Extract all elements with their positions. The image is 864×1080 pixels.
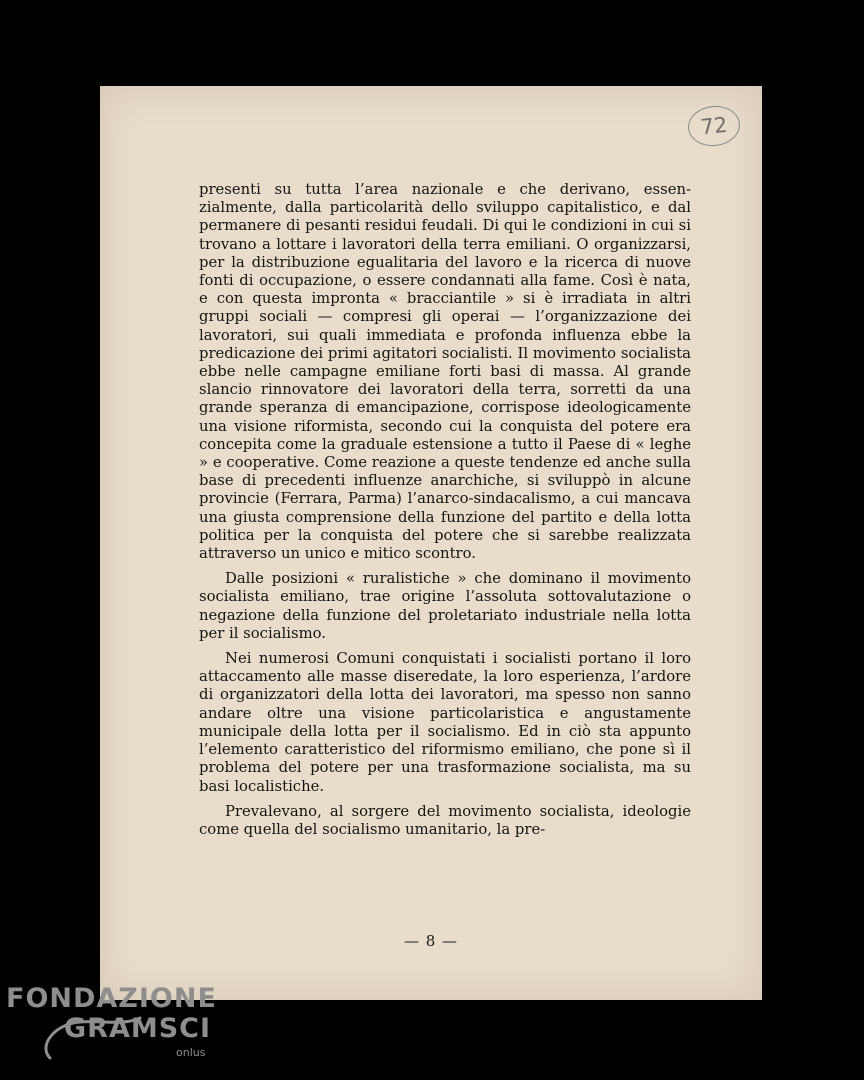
paragraph-1: presenti su tutta l’area nazionale e che derivano, essenzialmente, dalla particolarità dello sviluppo capitalistico, e dal permanere di pesanti residui feudali. Di qui le condizioni in cui si trovano a lottare i lavoratori della terra emiliani. O organizzarsi, per la distribuzione egualitaria del lavoro e la ricerca di nuove fonti di occupazione, o essere condannati alla fame. Così è nata, e con questa impronta « bracciantile » si è irradiata in altri gruppi sociali — compresi gli operai — l’organizzazione dei lavoratori, sui quali immediata e profonda influenza ebbe la predicazione dei primi agitatori socialisti. Il movimento socialista ebbe nelle campagne emiliane forti basi di massa. Al grande slancio rinnovatore dei lavoratori della terra, sorretti da una grande speranza di emancipazione, corrispose ideologicamente una visione riformista, secondo cui la conquista del potere era concepita come la graduale estensione a tutto il Paese di « leghe » e cooperative. Come reazione a queste tendenze ed anche sulla base di precedenti influenze anarchiche, si sviluppò in alcune provincie (Ferrara, Parma) l’anarco-sindacalismo, a cui mancava una giusta comprensione della funzione del partito e della lotta politica per la conquista del potere che si sarebbe realizzata attraverso un unico e mitico scontro. — [199, 181, 691, 563]
watermark-line-2: GRAMSCI — [64, 1013, 212, 1044]
body-text — [199, 181, 691, 846]
page-number: — 8 — — [403, 932, 459, 950]
document-page — [100, 86, 762, 1000]
paragraph-3: Nei numerosi Comuni conquistati i socialisti portano il loro attaccamento alle masse diseredate, la loro esperienza, l’ardore di organizzatori della lotta dei lavoratori, ma spesso non sanno andare oltre una visione particolaristica e angustamente municipale della lotta per il socialismo. Ed in ciò sta appunto l’elemento caratteristico del riformismo emiliano, che pone sì il problema del potere per una trasformazione socialista, ma su basi localistiche. — [199, 650, 691, 795]
fondazione-gramsci-watermark — [6, 984, 216, 1074]
archive-number-stamp: 72 — [686, 103, 742, 148]
watermark-line-1: FONDAZIONE — [6, 983, 217, 1014]
paragraph-2: Dalle posizioni « ruralistiche » che dominano il movimento socialista emiliano, trae origine l’assoluta sottovalutazione o negazione della funzione del proletariato industriale nella lotta per il socialismo. — [199, 570, 691, 642]
paragraph-4: Prevalevano, al sorgere del movimento socialista, ideologie come quella del socialismo umanitario, la pre- — [199, 802, 691, 838]
watermark-line-3: onlus — [176, 1046, 206, 1059]
